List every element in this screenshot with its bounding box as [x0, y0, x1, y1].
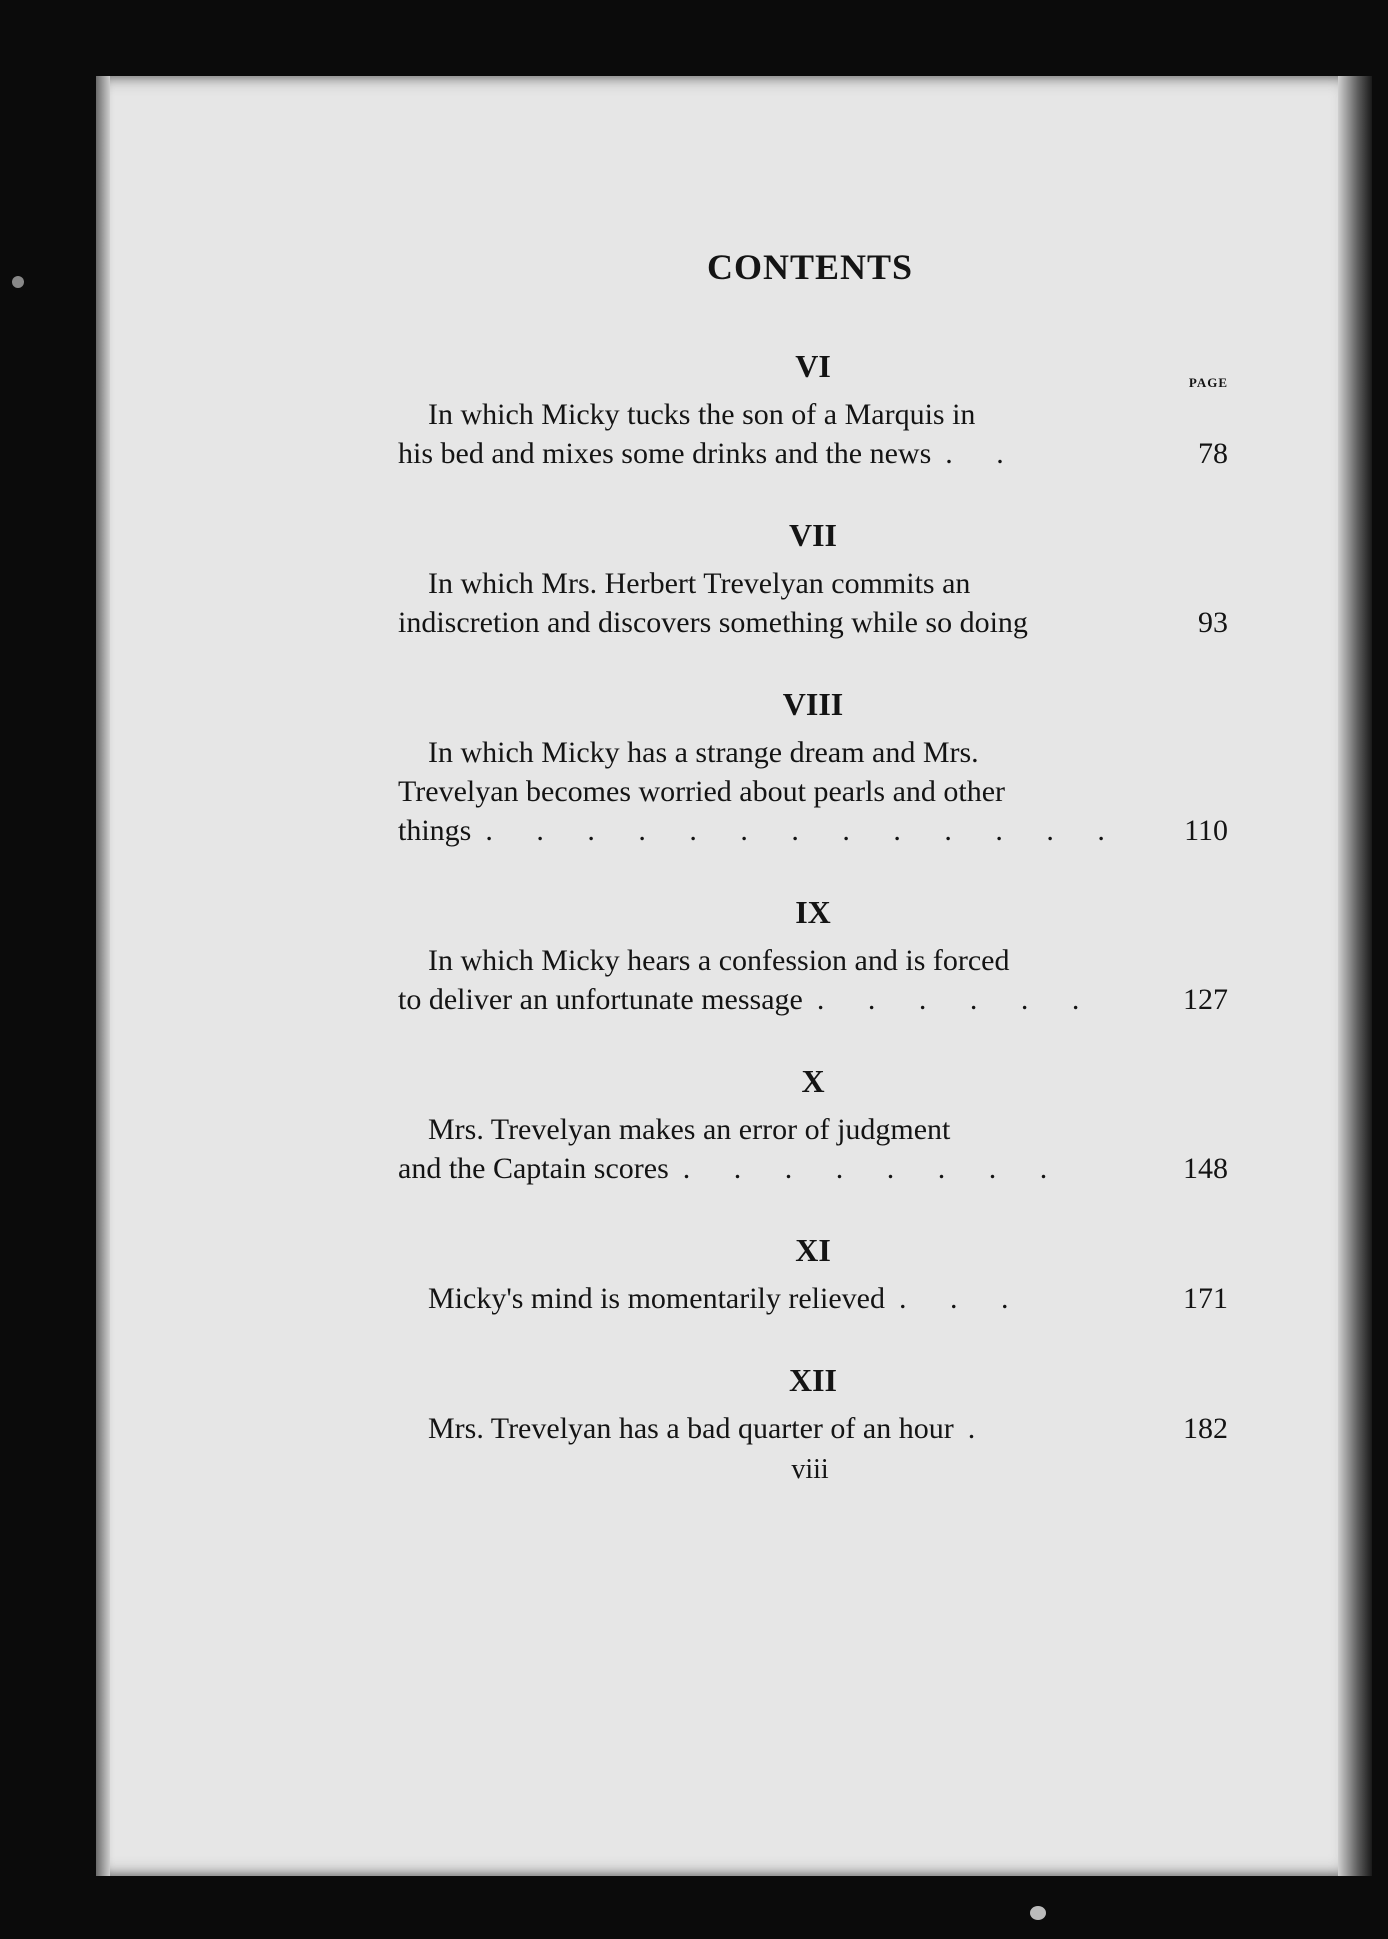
- contents-block: [398, 246, 1228, 1486]
- page-left-edge: [96, 76, 110, 1876]
- chapter-description: [398, 1279, 1228, 1318]
- description-line: to deliver an unfortunate message . . . . . .: [398, 980, 1146, 1019]
- page-number: 182: [1183, 1412, 1228, 1445]
- chapter-entry-viii: [398, 686, 1228, 850]
- chapter-description: [398, 1110, 1228, 1188]
- page-number: 93: [1198, 606, 1228, 639]
- chapter-numeral: VIII: [782, 686, 844, 722]
- chapter-entry-ix: [398, 894, 1228, 1019]
- chapter-numeral: X: [801, 1063, 825, 1099]
- description-line: In which Micky hears a confession and is forced: [428, 944, 1010, 977]
- chapter-description: [398, 1409, 1228, 1448]
- chapter-description: [398, 564, 1228, 642]
- description-line: Mrs. Trevelyan has a bad quarter of an hour .: [398, 1409, 1146, 1448]
- description-line: indiscretion and discovers something while so doing: [398, 606, 1028, 639]
- description-line: Trevelyan becomes worried about pearls and other: [398, 775, 1006, 808]
- scan-speck: [1030, 1906, 1046, 1920]
- folio-number: viii: [791, 1454, 829, 1485]
- chapter-description: [398, 375, 1228, 473]
- chapter-entry-vi: [398, 348, 1228, 473]
- description-line: In which Mrs. Herbert Trevelyan commits an: [428, 567, 971, 600]
- description-line: his bed and mixes some drinks and the news . .: [398, 434, 1146, 473]
- description-line: Micky's mind is momentarily relieved . . .: [398, 1279, 1146, 1318]
- chapter-numeral: VI: [795, 348, 831, 384]
- page-number: 148: [1183, 1152, 1228, 1185]
- leader-dots: . . . . . .: [816, 983, 1098, 1016]
- chapter-description: [398, 733, 1228, 850]
- description-line: things . . . . . . . . . . . . .: [398, 811, 1146, 850]
- leader-dots: . . .: [899, 1282, 1027, 1315]
- leader-dots: . . . . . . . .: [682, 1152, 1066, 1185]
- chapter-entry-x: [398, 1063, 1228, 1188]
- page-number: 127: [1183, 983, 1228, 1016]
- chapter-numeral: VII: [788, 517, 837, 553]
- scan-speck: [12, 276, 24, 288]
- leader-dots: . . . . . . . . . . . . .: [485, 814, 1123, 847]
- chapter-entry-xi: [398, 1232, 1228, 1318]
- description-line: In which Micky has a strange dream and Mrs.: [428, 736, 979, 769]
- page-number: 110: [1184, 814, 1228, 847]
- chapter-numeral: IX: [795, 894, 831, 930]
- chapter-entry-vii: [398, 517, 1228, 642]
- chapter-description: [398, 941, 1228, 1019]
- book-page: [96, 76, 1372, 1876]
- leader-dots: . .: [945, 437, 1022, 470]
- leader-dots: .: [967, 1412, 994, 1445]
- description-line: Mrs. Trevelyan makes an error of judgment: [428, 1113, 951, 1146]
- chapter-numeral: XII: [788, 1362, 837, 1398]
- chapter-numeral: XI: [795, 1232, 831, 1268]
- page-title: CONTENTS: [706, 247, 914, 287]
- description-line: In which Micky tucks the son of a Marquis in: [428, 398, 976, 431]
- chapter-entry-xii: [398, 1362, 1228, 1448]
- page-right-edge: [1338, 76, 1372, 1876]
- page-number: 78: [1198, 437, 1228, 470]
- page-number: 171: [1183, 1282, 1228, 1315]
- page-column-label: PAGE: [1188, 375, 1228, 390]
- description-line: and the Captain scores . . . . . . . .: [398, 1149, 1146, 1188]
